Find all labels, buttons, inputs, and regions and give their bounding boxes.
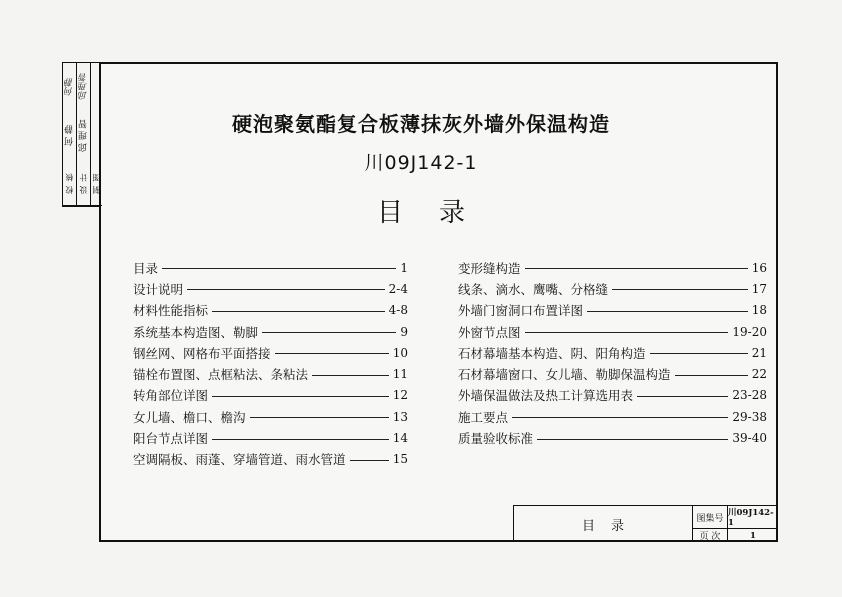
toc-entry <box>133 278 408 299</box>
toc-leader-line <box>312 375 389 376</box>
toc-entry-label: 设计说明 <box>133 281 184 297</box>
toc-entry <box>458 257 767 278</box>
toc-entry <box>458 385 767 406</box>
toc-leader-line <box>675 375 748 376</box>
toc-right-column <box>458 257 767 449</box>
toc-entry-label: 女儿墙、檐口、檐沟 <box>133 409 246 425</box>
contents-heading <box>0 192 842 229</box>
title-block-name <box>514 506 692 542</box>
toc-leader-line <box>512 417 728 418</box>
title-block-row <box>693 506 778 528</box>
toc-entry-label: 石材幕墙基本构造、阴、阳角构造 <box>458 345 646 361</box>
signoff-name: 何 静 <box>65 125 75 147</box>
toc-entry-label: 施工要点 <box>458 409 509 425</box>
toc-entry-label: 目录 <box>133 260 159 276</box>
signoff-signature: 何静 <box>65 78 75 96</box>
atlas-number-label: 图集号 <box>693 506 728 528</box>
toc-entry <box>133 427 408 448</box>
toc-leader-line <box>587 311 748 312</box>
toc-entry <box>458 363 767 384</box>
toc-entry <box>458 278 767 299</box>
toc-entry-page: 29-38 <box>732 409 767 424</box>
toc-entry-label: 变形缝构造 <box>458 260 521 276</box>
title-block <box>513 505 778 542</box>
toc-entry-page: 13 <box>392 409 408 424</box>
page-number-label: 页 次 <box>693 529 728 542</box>
atlas-code: 川09J142-1 <box>364 152 478 174</box>
toc-entry-page: 12 <box>392 388 408 403</box>
toc-entry-label: 阳台节点详图 <box>133 431 209 447</box>
toc-entry-page: 17 <box>751 281 767 296</box>
toc-leader-line <box>212 396 389 397</box>
toc-leader-line <box>537 439 728 440</box>
toc-entry-label: 系统基本构造图、勒脚 <box>133 324 259 340</box>
atlas-number-value: 川09J142-1 <box>728 508 774 528</box>
toc-entry-page: 2-4 <box>388 281 408 296</box>
toc-entry-label: 锚栓布置图、点框粘法、条粘法 <box>133 367 309 383</box>
toc-left-column <box>133 257 408 470</box>
toc-leader-line <box>212 439 389 440</box>
toc-entry-page: 23-28 <box>732 388 767 403</box>
toc-entry <box>133 321 408 342</box>
toc-entry <box>133 385 408 406</box>
toc-leader-line <box>525 332 729 333</box>
toc-entry <box>458 406 767 427</box>
toc-entry-page: 4-8 <box>388 303 408 318</box>
toc-entry-page: 21 <box>751 345 767 360</box>
toc-leader-line <box>637 396 728 397</box>
toc-entry <box>133 449 408 470</box>
toc-entry-page: 22 <box>751 367 767 382</box>
toc-entry-page: 10 <box>392 345 408 360</box>
toc-leader-line <box>250 417 389 418</box>
toc-leader-line <box>275 353 389 354</box>
toc-entry-page: 39-40 <box>732 431 767 446</box>
toc-entry <box>133 257 408 278</box>
toc-entry-label: 空调隔板、雨蓬、穿墙管道、雨水管道 <box>133 452 346 468</box>
toc-leader-line <box>212 311 385 312</box>
toc-entry-page: 11 <box>392 367 408 382</box>
toc-entry-label: 石材幕墙窗口、女儿墙、勒脚保温构造 <box>458 367 671 383</box>
toc-entry <box>458 321 767 342</box>
toc-leader-line <box>650 353 748 354</box>
toc-entry <box>458 300 767 321</box>
toc-entry-label: 材料性能指标 <box>133 303 209 319</box>
toc-leader-line <box>350 460 389 461</box>
document-title: 硬泡聚氨酯复合板薄抹灰外墙外保温构造 <box>232 112 610 136</box>
title-block-row <box>693 528 778 542</box>
page-number-value: 1 <box>750 530 756 541</box>
toc-entry <box>133 342 408 363</box>
toc-entry-page: 14 <box>392 431 408 446</box>
toc-entry <box>133 300 408 321</box>
toc-entry-label: 外墙保温做法及热工计算选用表 <box>458 388 634 404</box>
signoff-role: 设 计 <box>77 161 90 206</box>
toc-leader-line <box>612 289 748 290</box>
toc-entry-page: 9 <box>400 324 408 339</box>
toc-entry-page: 19-20 <box>732 324 767 339</box>
signoff-signature: 邱理智 <box>79 73 89 101</box>
contents-heading-text: 目录 <box>376 198 501 228</box>
toc-leader-line <box>525 268 748 269</box>
toc-entry <box>458 427 767 448</box>
signoff-name: 邱 理 智 <box>79 119 89 153</box>
signoff-signature <box>91 63 102 111</box>
toc-entry <box>458 342 767 363</box>
toc-leader-line <box>262 332 396 333</box>
toc-leader-line <box>187 289 385 290</box>
signoff-role: 制 图 <box>91 161 102 206</box>
toc-entry <box>133 406 408 427</box>
toc-entry-label: 线条、滴水、鹰嘴、分格缝 <box>458 281 609 297</box>
toc-entry <box>133 363 408 384</box>
title-block-grid <box>692 506 778 542</box>
toc-entry-page: 18 <box>751 303 767 318</box>
toc-entry-page: 15 <box>392 452 408 467</box>
toc-entry-label: 转角部位详图 <box>133 388 209 404</box>
toc-entry-label: 质量验收标准 <box>458 431 534 447</box>
toc-entry-page: 1 <box>400 260 408 275</box>
signoff-role: 校 核 <box>63 161 76 206</box>
toc-entry-label: 外窗节点图 <box>458 324 521 340</box>
title-block-name-text: 目录 <box>581 518 640 534</box>
toc-leader-line <box>162 268 396 269</box>
toc-entry-page: 16 <box>751 260 767 275</box>
toc-entry-label: 钢丝网、网格布平面搭接 <box>133 345 271 361</box>
toc-entry-label: 外墙门窗洞口布置详图 <box>458 303 584 319</box>
